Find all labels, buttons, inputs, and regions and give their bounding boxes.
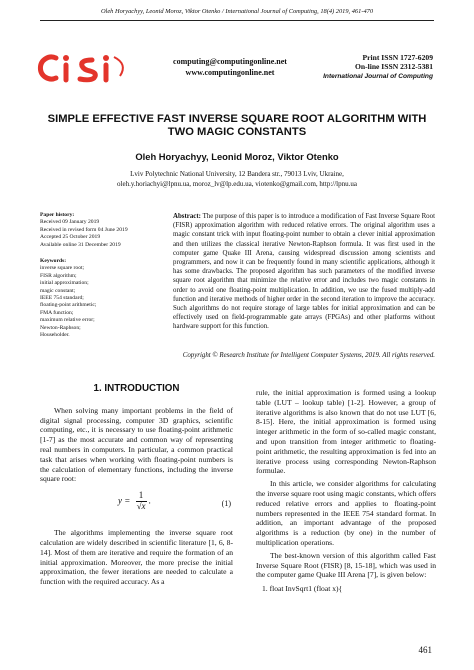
- affiliation-line-1: Lviv Polytechnic National University, 12 Bandera str., 79013 Lviv, Ukraine,: [130, 170, 344, 178]
- keyword: inverse square root;: [40, 265, 85, 272]
- author-affiliation: [36, 170, 438, 189]
- cisi-logo-icon: [36, 52, 132, 84]
- equation-number: (1): [221, 499, 231, 509]
- print-issn: Print ISSN 1727-6209: [362, 53, 433, 62]
- paper-title: [36, 113, 438, 139]
- abstract: [173, 212, 435, 332]
- journal-logo: [36, 52, 132, 84]
- code-line: 1. float InvSqrt1 (float x){: [262, 584, 343, 594]
- keyword: Householder.: [40, 332, 70, 339]
- history-line: Accepted 25 October 2019: [40, 234, 101, 241]
- body-paragraph: The best-known version of this algorithm called Fast Inverse Square Root (FISR) [8, 15-18], which was used in the computer game Quake III Arena [7], is given below:: [256, 550, 436, 580]
- keyword: Newton-Raphson;: [40, 324, 81, 331]
- keyword: floating-point arithmetic;: [40, 302, 97, 309]
- section-heading: 1. INTRODUCTION: [93, 383, 180, 394]
- body-column-right: [256, 388, 436, 594]
- copyright-notice: Copyright © Research Institute for Intelligent Computer Systems, 2019. All rights reserved.: [182, 352, 435, 359]
- online-issn: On-line ISSN 2312-5381: [354, 62, 433, 72]
- affiliation-line-2: oleh.y.horiachyi@lpnu.ua, moroz_lv@lp.edu.ua, viotenko@gmail.com, http://lpnu.ua: [117, 179, 357, 188]
- equation-1: [40, 487, 233, 525]
- journal-name: International Journal of Computing: [323, 72, 433, 80]
- article-info-sidebar: [40, 212, 152, 340]
- body-column-left: [40, 383, 233, 590]
- equation-denominator: √x: [136, 500, 146, 511]
- equation-lhs: y =: [118, 495, 131, 506]
- journal-contacts: [150, 57, 310, 78]
- equation-numerator: 1: [136, 491, 147, 502]
- body-paragraph: The algorithms implementing the inverse square root calculation are widely described in scientific literature [1, 6, 8-14]. Most of them are iterative and require the formation of an initial approximation. Moreover, the more precise the initial approximation, the fewer iterations are needed to calculate a function with the required accuracy. As a: [40, 528, 233, 587]
- abstract-label: Abstract:: [173, 213, 201, 220]
- paper-history-label: Paper history:: [40, 212, 75, 218]
- keyword: initial approximation;: [40, 280, 89, 287]
- journal-website[interactable]: www.computingonline.net: [185, 67, 275, 77]
- paper-authors: Oleh Horyachyy, Leonid Moroz, Viktor Otenko: [135, 151, 339, 162]
- page-number: 461: [418, 645, 432, 655]
- equation-fraction: [136, 491, 147, 512]
- issn-block: [323, 53, 433, 81]
- equation-math: [118, 491, 151, 512]
- abstract-text: The purpose of this paper is to introduce a modification of Fast Inverse Square Root (FISR) approximation algorithm with reduced relative errors. The original algorithm uses a magic constant trick with input floating-point number to obtain a clever initial approximation and then utilizes the classical iterative Newton-Raphson formula. It was first used in the computer game Quake III Arena, causing widespread discussion among scientists and programmers, and now it can be frequently found in many scientific applications, although it has some drawbacks. The proposed algorithm has such parameters of the modified inverse square root algorithm that minimize the relative error and includes two magic constants in order to avoid one floating-point multiplication. In addition, we use the fused multiply-add function and iterative methods of higher order in the second iteration to improve the accuracy. Such algorithms do not require storage of large tables for initial approximation and can be effectively used on field-programmable gate arrays (FPGAs) and other platforms without hardware support for this function.: [173, 213, 435, 331]
- keyword: maximum relative error;: [40, 317, 95, 324]
- keyword: FISR algorithm;: [40, 272, 77, 279]
- running-head: Oleh Horyachyy, Leonid Moroz, Viktor Otenko / International Journal of Computing, 18(4) 2019, 461-470: [100, 8, 374, 15]
- equation-tail: .: [148, 495, 152, 506]
- keyword: IEEE 754 standard;: [40, 295, 84, 302]
- history-line: Received in revised form 04 June 2019: [40, 226, 128, 233]
- history-line: Available online 31 December 2019: [40, 241, 121, 248]
- keyword: FMA function;: [40, 309, 74, 316]
- title-line-1: SIMPLE EFFECTIVE FAST INVERSE SQUARE ROOT ALGORITHM WITH: [47, 113, 427, 125]
- journal-email[interactable]: computing@computingonline.net: [173, 57, 287, 66]
- body-paragraph: When solving many important problems in the field of digital signal processing, computer 3D graphics, scientific computing, etc., it is necessary to use floating-point arithmetic [1-7] as the most accurate and common way of representing real numbers in computers. In particular, a common practical task that arises when working with floating-point numbers is the calculation of elementary functions, including the inverse square root:: [40, 405, 233, 484]
- keywords-label: Keywords:: [40, 258, 67, 265]
- body-paragraph: In this article, we consider algorithms for calculating the inverse square root using magic constants, which offers reduced relative errors and applies to floating-point numbers represented in the IEEE 754 standard format. In addition, an important advantage of the proposed algorithms is a reduction (by one) in the number of multiplication operations.: [256, 479, 436, 547]
- title-line-2: TWO MAGIC CONSTANTS: [167, 126, 307, 138]
- header-rule: [40, 20, 434, 21]
- body-paragraph: rule, the initial approximation is formed using a lookup table (LUT – lookup table) [1-2]. However, a group of iterative algorithms is also known that do not use LUT [6, 8-15]. Here, the initial approximation is formed using integer arithmetic in the form of so-called magic constant, and upon transition from integer arithmetic to floating-point arithmetic, the resulting approximation is fed into an iterative process using corresponding Newton-Raphson formulae.: [256, 388, 436, 476]
- history-line: Received 09 January 2019: [40, 219, 100, 226]
- keyword: magic constant;: [40, 287, 76, 294]
